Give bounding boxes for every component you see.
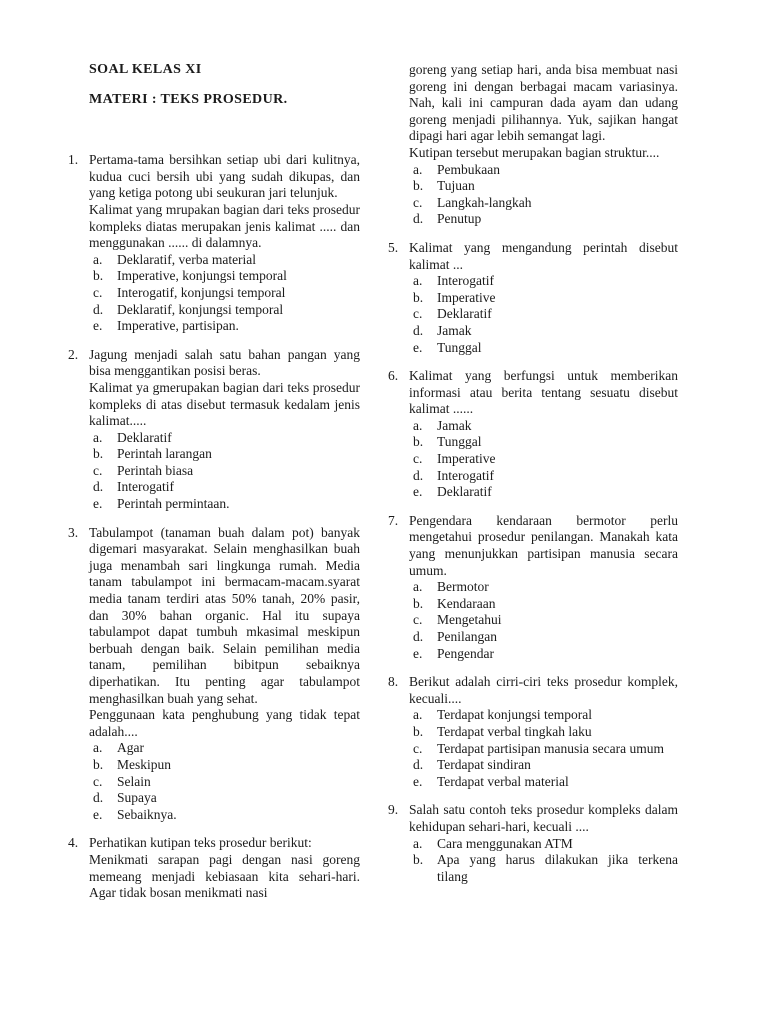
question-continuation <box>388 62 678 228</box>
option-letter: b. <box>413 434 424 450</box>
question <box>68 525 360 824</box>
options-list <box>409 707 678 790</box>
option-text: Jamak <box>437 417 472 433</box>
option-text: Perintah biasa <box>117 462 194 478</box>
option-letter: b. <box>93 756 104 772</box>
option-text: Deklaratif <box>437 306 492 322</box>
option-text: Deklaratif <box>117 429 172 445</box>
exam-title: SOAL KELAS XI <box>89 62 202 77</box>
question-paragraph: Kalimat ya gmerupakan bagian dari teks prosedur kompleks di atas disebut termasuk kedalam jenis kalimat..... <box>89 379 360 429</box>
question-paragraph: Perhatikan kutipan teks prosedur berikut: <box>89 835 312 851</box>
option-text: Supaya <box>117 790 157 806</box>
option-item <box>409 340 678 357</box>
option-text: Tunggal <box>437 339 482 355</box>
question-body <box>89 525 360 824</box>
option-item <box>89 740 360 757</box>
option-item <box>409 646 678 663</box>
option-item <box>409 323 678 340</box>
options-list <box>409 836 678 886</box>
option-item <box>409 290 678 307</box>
option-item <box>409 195 678 212</box>
option-text: Terdapat verbal material <box>437 773 569 789</box>
option-letter: a. <box>93 251 103 267</box>
question-paragraph: Penggunaan kata penghubung yang tidak tepat adalah.... <box>89 707 360 739</box>
question-paragraph: Jagung menjadi salah satu bahan pangan yang bisa menggantikan posisi beras. <box>89 346 360 379</box>
exam-subtitle: MATERI : TEKS PROSEDUR. <box>89 91 288 107</box>
option-letter: c. <box>413 194 423 210</box>
option-item <box>409 629 678 646</box>
option-text: Pengendar <box>437 645 494 661</box>
question <box>68 835 360 901</box>
option-text: Perintah permintaan. <box>117 496 230 512</box>
option-text: Bermotor <box>437 579 489 595</box>
option-text: Terdapat verbal tingkah laku <box>437 723 592 739</box>
question <box>68 347 360 513</box>
question <box>388 802 678 885</box>
column-right <box>388 62 678 914</box>
question-paragraph: goreng yang setiap hari, anda bisa membuat nasi goreng ini dengan berbagai macam variasinya. Nah, kali ini campuran dada ayam dan udang goreng menjadi pilihannya. Yuk, sajikan hangat dipagi hari agar lebih semangat lagi. <box>409 62 678 144</box>
question-number: 9. <box>388 802 399 818</box>
option-item <box>409 451 678 468</box>
question-paragraph: Salah satu contoh teks prosedur kompleks dalam kehidupan sehari-hari, kecuali .... <box>409 802 678 834</box>
option-letter: c. <box>93 462 103 478</box>
two-column-layout <box>68 62 768 914</box>
question-body <box>409 802 678 885</box>
option-letter: a. <box>93 740 103 756</box>
question-body <box>409 513 678 662</box>
option-letter: c. <box>413 306 423 322</box>
option-letter: d. <box>413 322 424 338</box>
option-text: Sebaiknya. <box>117 806 177 822</box>
question <box>388 513 678 662</box>
option-item <box>409 162 678 179</box>
option-item <box>409 774 678 791</box>
option-letter: c. <box>93 284 103 300</box>
option-item <box>89 757 360 774</box>
option-letter: e. <box>93 496 103 512</box>
option-item <box>409 852 678 885</box>
options-list <box>89 740 360 823</box>
option-letter: a. <box>413 707 423 723</box>
option-text: Langkah-langkah <box>437 194 532 210</box>
option-letter: b. <box>413 595 424 611</box>
option-letter: b. <box>93 446 104 462</box>
option-item <box>409 579 678 596</box>
options-list <box>409 579 678 662</box>
option-text: Perintah larangan <box>117 446 212 462</box>
option-text: Imperative, partisipan. <box>117 318 239 334</box>
option-item <box>409 273 678 290</box>
option-item <box>89 479 360 496</box>
column-left <box>68 62 360 914</box>
question-paragraph: Menikmati sarapan pagi dengan nasi goreng memeang menjadi kebiasaan kita sehari-hari. Agar tidak bosan menikmati nasi <box>89 851 360 901</box>
question-body <box>409 62 678 228</box>
option-letter: e. <box>413 645 423 661</box>
option-item <box>89 318 360 335</box>
option-letter: b. <box>413 178 424 194</box>
option-text: Tunggal <box>437 434 482 450</box>
question <box>388 240 678 356</box>
question-number: 4. <box>68 835 79 851</box>
options-list <box>409 273 678 356</box>
option-item <box>409 484 678 501</box>
option-text: Mengetahui <box>437 612 502 628</box>
option-item <box>409 707 678 724</box>
option-item <box>409 612 678 629</box>
option-text: Imperative <box>437 289 496 305</box>
option-item <box>89 496 360 513</box>
options-list <box>89 252 360 335</box>
question-paragraph: Tabulampot (tanaman buah dalam pot) banyak digemari masyarakat. Selain menghasilkan buah juga menambah sari lingkunga rumah. Media tanam tabulampot ini bermacam-macam.syarat media tanam terdiri atas 50% tanah, 20% pasir, dan 30% bahan organic. Hal itu supaya tabulampot dapat tumbuh mkasimal meskipun berbuah dengan baik. Selain pemilihan media tanam, pemilihan bibitpun sebaiknya diperhatikan. Itu penting agar tabulampot menghasilkan buah yang sehat. <box>89 524 360 706</box>
option-item <box>409 596 678 613</box>
option-letter: a. <box>413 835 423 851</box>
question-paragraph: Pertama-tama bersihkan setiap ubi dari kulitnya, kudua cuci bersih ubi yang sudah dikupas, dan yang ketiga potong ubi seukuran jari telunjuk. <box>89 152 360 201</box>
option-letter: a. <box>413 417 423 433</box>
option-letter: d. <box>413 757 424 773</box>
question-paragraph: Kalimat yang berfungsi untuk memberikan informasi atau berita tentang sesuatu disebut kalimat ...... <box>409 368 678 417</box>
option-letter: c. <box>413 740 423 756</box>
question-body <box>409 240 678 356</box>
question-number: 1. <box>68 152 79 168</box>
question-number: 8. <box>388 674 399 690</box>
option-text: Tujuan <box>437 178 475 194</box>
option-letter: e. <box>413 484 423 500</box>
option-item <box>409 741 678 758</box>
question-paragraph: Kalimat yang mengandung perintah disebut kalimat ... <box>409 239 678 272</box>
page-header <box>89 62 360 108</box>
option-letter: c. <box>93 773 103 789</box>
option-item <box>409 434 678 451</box>
option-item <box>409 306 678 323</box>
option-letter: e. <box>93 318 103 334</box>
option-item <box>89 790 360 807</box>
option-letter: b. <box>413 723 424 739</box>
option-text: Interogatif <box>437 467 494 483</box>
option-text: Imperative, konjungsi temporal <box>117 268 287 284</box>
option-text: Interogatif, konjungsi temporal <box>117 284 286 300</box>
option-letter: a. <box>93 429 103 445</box>
option-letter: b. <box>93 268 104 284</box>
question-number: 7. <box>388 512 399 528</box>
option-item <box>409 757 678 774</box>
option-text: Cara menggunakan ATM <box>437 835 573 851</box>
question-body <box>409 368 678 501</box>
option-text: Terdapat konjungsi temporal <box>437 707 593 723</box>
option-item <box>409 836 678 853</box>
option-item <box>89 463 360 480</box>
question-body <box>89 152 360 335</box>
option-item <box>89 807 360 824</box>
option-letter: d. <box>413 211 424 227</box>
question-paragraph: Kalimat yang mrupakan bagian dari teks prosedur kompleks diatas merupakan jenis kalimat ..... dan menggunakan ...... di dalamnya. <box>89 201 360 251</box>
options-list <box>409 418 678 501</box>
option-text: Pembukaan <box>437 161 500 177</box>
option-item <box>409 468 678 485</box>
question-body <box>89 347 360 513</box>
option-letter: e. <box>413 339 423 355</box>
option-item <box>89 446 360 463</box>
question-number: 5. <box>388 239 399 255</box>
question-paragraph: Berikut adalah cirri-ciri teks prosedur komplek, kecuali.... <box>409 674 678 706</box>
option-letter: e. <box>413 773 423 789</box>
option-item <box>89 285 360 302</box>
option-text: Meskipun <box>117 756 171 772</box>
option-item <box>409 211 678 228</box>
option-text: Deklaratif, verba material <box>117 251 257 267</box>
option-item <box>409 724 678 741</box>
options-list <box>409 162 678 228</box>
option-text: Agar <box>117 740 144 756</box>
option-text: Terdapat partisipan manusia secara umum <box>437 740 664 756</box>
question-body <box>89 835 360 901</box>
option-letter: b. <box>413 289 424 305</box>
option-text: Deklaratif <box>437 484 492 500</box>
option-text: Selain <box>117 773 151 789</box>
question <box>388 368 678 501</box>
option-letter: c. <box>413 451 423 467</box>
option-text: Deklaratif, konjungsi temporal <box>117 301 284 317</box>
option-letter: d. <box>93 301 104 317</box>
question <box>68 152 360 335</box>
option-text: Interogatif <box>437 273 494 289</box>
question-number: 2. <box>68 346 79 362</box>
option-item <box>89 774 360 791</box>
option-item <box>89 430 360 447</box>
option-letter: e. <box>93 806 103 822</box>
option-text: Penilangan <box>437 629 497 644</box>
question-number: 3. <box>68 524 79 540</box>
option-text: Kendaraan <box>437 595 496 611</box>
option-text: Interogatif <box>117 479 174 495</box>
option-letter: d. <box>93 790 104 806</box>
option-letter: d. <box>413 629 424 644</box>
option-letter: b. <box>413 852 424 868</box>
question-body <box>409 674 678 790</box>
option-item <box>89 302 360 319</box>
option-item <box>89 252 360 269</box>
option-text: Imperative <box>437 451 496 467</box>
question-paragraph: Kutipan tersebut merupakan bagian struktur.... <box>409 144 660 160</box>
question <box>388 674 678 790</box>
options-list <box>89 430 360 513</box>
option-text: Terdapat sindiran <box>437 757 531 773</box>
option-letter: a. <box>413 579 423 595</box>
option-item <box>409 418 678 435</box>
option-text: Penutup <box>437 211 482 227</box>
question-number: 6. <box>388 368 399 384</box>
option-letter: d. <box>413 467 424 483</box>
question-number <box>388 62 409 228</box>
option-text: Jamak <box>437 322 472 338</box>
question-paragraph: Pengendara kendaraan bermotor perlu mengetahui prosedur penilangan. Manakah kata yang menunjukkan partisipan manusia secara umum. <box>409 512 678 578</box>
option-text: Apa yang harus dilakukan jika terkena tilang <box>437 852 678 884</box>
option-letter: c. <box>413 612 423 628</box>
option-item <box>89 268 360 285</box>
option-item <box>409 178 678 195</box>
option-letter: a. <box>413 161 423 177</box>
option-letter: a. <box>413 273 423 289</box>
option-letter: d. <box>93 479 104 495</box>
